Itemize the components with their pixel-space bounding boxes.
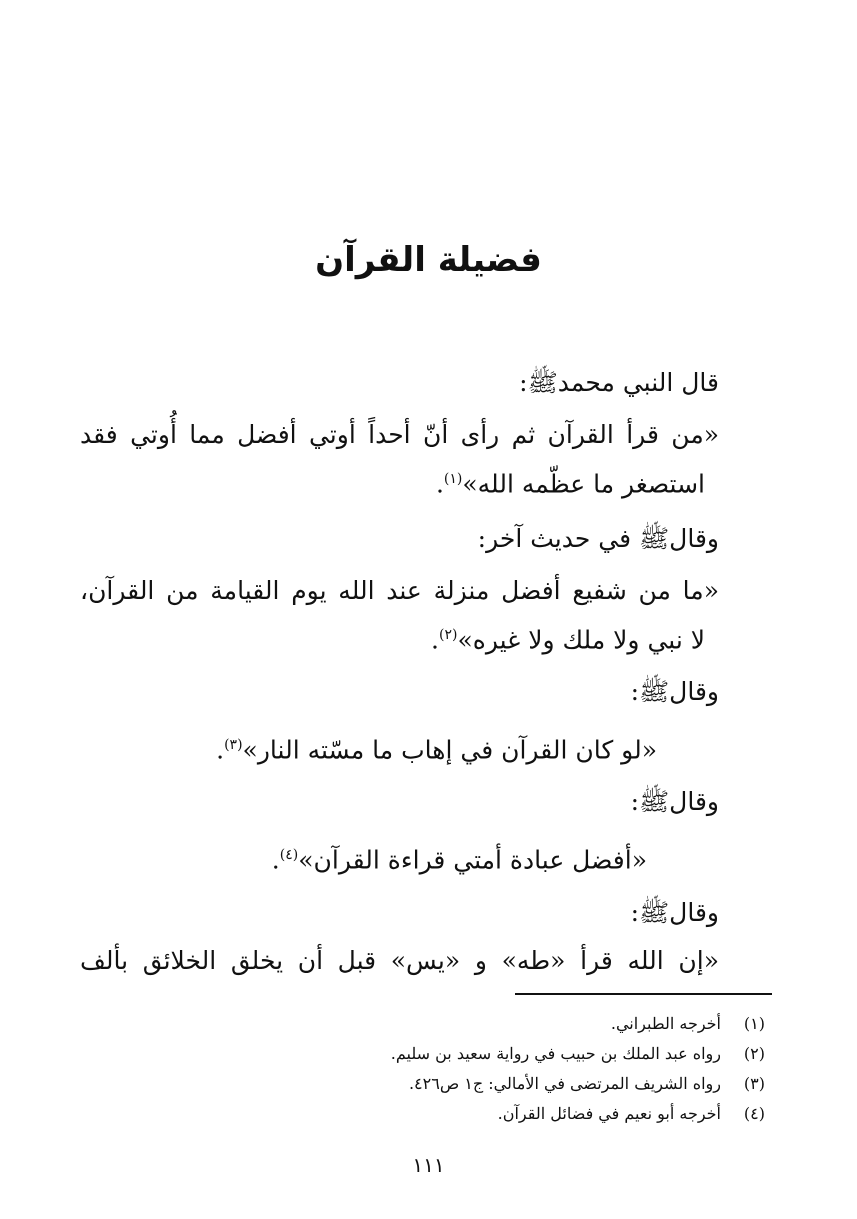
hadith-intro: وقالﷺ: — [630, 898, 719, 927]
hadith-text: «ما من شفيع أفضل منزلة عند الله يوم القيامة من القرآن، — [80, 576, 719, 605]
hadith-intro: وقالﷺ: — [630, 677, 719, 706]
footnote — [391, 1008, 765, 1038]
footnote-ref[interactable]: (٤) — [279, 847, 299, 863]
hadith-text: «إن الله قرأ «طه» و «يس» قبل أن يخلق الخلائق بألف — [80, 946, 719, 975]
hadith-text: «أفضل عبادة أمتي قراءة القرآن»$^{(٤)}$. — [271, 845, 647, 875]
hadith-text: لا نبي ولا ملك ولا غيره»$^{(٢)}$. — [431, 625, 705, 655]
hadith-text: «من قرأ القرآن ثم رأى أنّ أحداً أوتي أفضل مما أُوتي فقد — [80, 420, 719, 449]
footnote-text: رواه عبد الملك بن حبيب في رواية سعيد بن سليم. — [390, 1043, 721, 1063]
page-number: ١١١ — [412, 1153, 445, 1177]
footnote — [391, 1068, 765, 1098]
footnote-text: أخرجه الطبراني. — [610, 1013, 721, 1033]
footnote-text: أخرجه أبو نعيم في فضائل القرآن. — [497, 1103, 721, 1123]
hadith-intro: قال النبي محمدﷺ: — [519, 368, 719, 397]
footnote-number: (١) — [743, 1013, 765, 1033]
hadith-intro: وقالﷺ في حديث آخر: — [477, 524, 719, 553]
footnote-number: (٣) — [743, 1073, 765, 1093]
footnote-text: رواه الشريف المرتضى في الأمالي: ج١ ص٤٢٦. — [408, 1073, 721, 1093]
footnote-number: (٢) — [743, 1043, 765, 1063]
footnote-ref[interactable]: (٢) — [438, 627, 458, 643]
hadith-text: استصغر ما عظّمه الله»$^{(١)}$. — [435, 469, 705, 499]
footnote-ref[interactable]: (١) — [443, 471, 463, 487]
footnote-number: (٤) — [743, 1103, 765, 1123]
footnote-ref[interactable]: (٣) — [224, 737, 243, 753]
footnote — [391, 1038, 765, 1068]
page-title: فضيلة القرآن — [315, 240, 542, 280]
footnote-separator — [515, 993, 772, 995]
hadith-text: «لو كان القرآن في إهاب ما مسّته النار»$^{(٣)}$. — [216, 735, 657, 765]
hadith-intro: وقالﷺ: — [630, 787, 719, 816]
footnote — [391, 1098, 765, 1128]
footnotes — [391, 1008, 765, 1128]
